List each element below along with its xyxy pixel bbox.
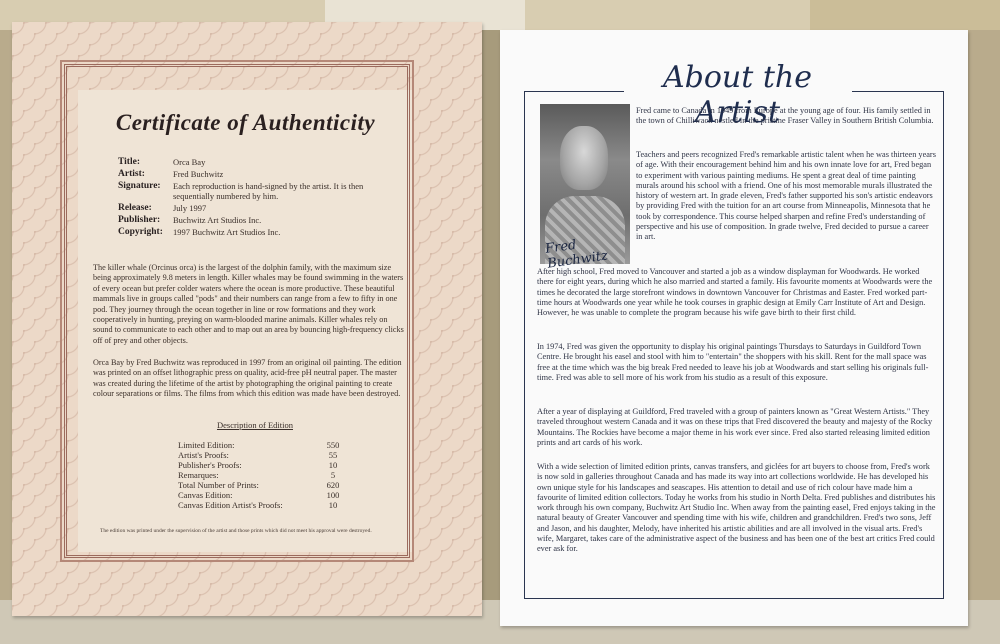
edition-value: 620 bbox=[326, 480, 340, 490]
about-paragraph: With a wide selection of limited edition prints, canvas transfers, and giclées for art buyers to choose from, Fred's work is now sold in galleries throughout Canada and has made its way into art collections worldwide. He has developed his own unique style for his landscapes and seascapes. His attention to detail and use of rich colour have made him a favourite of limited edition collectors. Today he works from his studio in North Delta. Fred publishes and distributes his work through his own company, Buchwitz Art Studio Inc. When away from the painting easel, Fred enjoys taking in the natural beauty of Greater Vancouver and spending time with his wife, children and grandchildren. Fred's two sons, Jeff and Jason, and his daughter, Melody, have inherited his artistic abilities and are all involved in the visual arts. Fred's wife, Margaret, takes care of the administrative aspect of the business and has been one of the best art critics Fred could ever ask for. bbox=[537, 462, 936, 554]
artist-signature: Fred Buchwitz bbox=[544, 237, 609, 272]
field-row bbox=[118, 203, 418, 213]
field-key: Copyright: bbox=[118, 227, 163, 237]
about-paragraph: After a year of displaying at Guildford, Fred traveled with a group of painters known as "Great Western Artists." They traveled throughout western Canada and it was on these trips that Fred discovered the beauty and majesty of the Rocky Mountains. The Rockies have become a major theme in his work ever since. Fred also started releasing limited edition prints and art cards of his work. bbox=[537, 407, 933, 447]
field-row bbox=[118, 215, 418, 225]
field-value: Fred Buchwitz bbox=[173, 169, 224, 179]
field-value: Each reproduction is hand-signed by the artist. It is then sequentially numbered by him. bbox=[173, 181, 364, 201]
edition-table bbox=[178, 440, 353, 510]
field-value: 1997 Buchwitz Art Studios Inc. bbox=[173, 227, 281, 237]
field-row bbox=[118, 227, 418, 237]
certificate-paragraph-orca: The killer whale (Orcinus orca) is the largest of the dolphin family, with the maximum size being approximately 9.8 meters in length. Killer whales may be found swimming in the waters of every ocean but prefer colder waters where the ocean is more productive. These beautiful mammals live in groups called "pods" and their numbers can range from a few to fifty in one pod. They journey through the ocean together in line or row formations and they work cooperatively in hunting, preying on warm-blooded marine animals. Killer whales rely on sound to communicate to each other and to map out an area by bouncing high-frequency clicks off of prey and other objects. bbox=[93, 263, 404, 345]
field-key: Artist: bbox=[118, 169, 145, 179]
field-key: Signature: bbox=[118, 181, 161, 191]
certificate-footnote: The edition was printed under the supervision of the artist and those prints which did not meet his approval were destroyed. bbox=[100, 528, 372, 534]
edition-row bbox=[178, 460, 353, 470]
edition-row bbox=[178, 500, 353, 510]
artist-face bbox=[560, 126, 608, 190]
edition-value: 550 bbox=[326, 440, 340, 450]
about-title: About the Artist bbox=[663, 60, 812, 130]
field-value: Buchwitz Art Studios Inc. bbox=[173, 215, 262, 225]
certificate-fields bbox=[118, 157, 418, 239]
edition-label: Canvas Edition: bbox=[178, 490, 233, 500]
edition-value: 10 bbox=[328, 500, 338, 510]
about-paragraph: After high school, Fred moved to Vancouver and started a job as a window displayman for Woodwards. He worked there for eight years, during which he also married and started a family. His favourite moments at Woodwards were the times he decorated the large storefront windows in downtown Vancouver for Christmas and Easter. Fred worked part-time hours at Woodwards one year while he took courses in graphic design at Emily Carr Institute of Art and Design. However, he was unable to complete the program because his wife gave birth to their first child. bbox=[537, 267, 933, 318]
field-value: Orca Bay bbox=[173, 157, 206, 167]
edition-label: Total Number of Prints: bbox=[178, 480, 259, 490]
about-paragraph: In 1974, Fred was given the opportunity to display his original paintings Thursdays to Saturdays in Guildford Town Centre. He brought his easel and stool with him to "entertain" the shoppers with his skill. Rent for the mall space was free at the time which was the big break Fred needed to leave his job at Woodwards and start selling his originals full-time. Fred was able to sell more of his work from his studio as a result of this exposure. bbox=[537, 342, 929, 382]
edition-label: Publisher's Proofs: bbox=[178, 460, 242, 470]
about-paragraph: Teachers and peers recognized Fred's remarkable artistic talent when he was thirteen years of age. With their encouragement behind him and his own innate love for art, Fred began to experiment with various painting mediums. He spent a great deal of time painting murals around his school with a friend. One of his most memorable murals illustrated the history of western art. In grade eleven, Fred's father supported his son's artistic endeavors by providing Fred with the tuition for an art course from Minneapolis, Minnesota that he took by correspondence. This course helped sharpen and refine Fred's understanding of perspective and his use of composition. In grade twelve, Fred decided to pursue a career in art. bbox=[636, 150, 936, 242]
field-key: Release: bbox=[118, 203, 152, 213]
edition-label: Limited Edition: bbox=[178, 440, 235, 450]
field-row bbox=[118, 181, 418, 201]
edition-heading: Description of Edition bbox=[216, 420, 293, 430]
title-rule-left bbox=[524, 91, 624, 92]
artist-photo bbox=[540, 104, 630, 272]
certificate-title: Certificate of Authenticity bbox=[115, 110, 376, 135]
edition-label: Remarques: bbox=[178, 470, 219, 480]
wall-right-patch bbox=[810, 0, 1000, 30]
field-row bbox=[118, 157, 418, 167]
title-rule-right bbox=[852, 91, 943, 92]
field-key: Title: bbox=[118, 157, 140, 167]
edition-row bbox=[178, 470, 353, 480]
field-value: July 1997 bbox=[173, 203, 207, 213]
edition-value: 5 bbox=[330, 470, 336, 480]
field-row bbox=[118, 169, 418, 179]
edition-row bbox=[178, 440, 353, 450]
edition-value: 100 bbox=[326, 490, 340, 500]
edition-row bbox=[178, 490, 353, 500]
about-paragraph: Fred came to Canada in 1949 from Europe at the young age of four. His family settled in the town of Chilliwack nestled in the pristine Fraser Valley in Southern British Columbia. bbox=[636, 106, 934, 126]
edition-row bbox=[178, 450, 353, 460]
field-key: Publisher: bbox=[118, 215, 161, 225]
edition-value: 10 bbox=[328, 460, 338, 470]
edition-row bbox=[178, 480, 353, 490]
certificate-paragraph-edition: Orca Bay by Fred Buchwitz was reproduced in 1997 from an original oil painting. The edition was printed on an offset lithographic press on quality, acid-free pH neutral paper. The master was created during the lifetime of the artist by photographing the original painting to create colour separations or films. The films from which this edition was made have been destroyed. bbox=[93, 358, 402, 399]
edition-value: 55 bbox=[328, 450, 338, 460]
edition-label: Artist's Proofs: bbox=[178, 450, 229, 460]
edition-label: Canvas Edition Artist's Proofs: bbox=[178, 500, 283, 510]
